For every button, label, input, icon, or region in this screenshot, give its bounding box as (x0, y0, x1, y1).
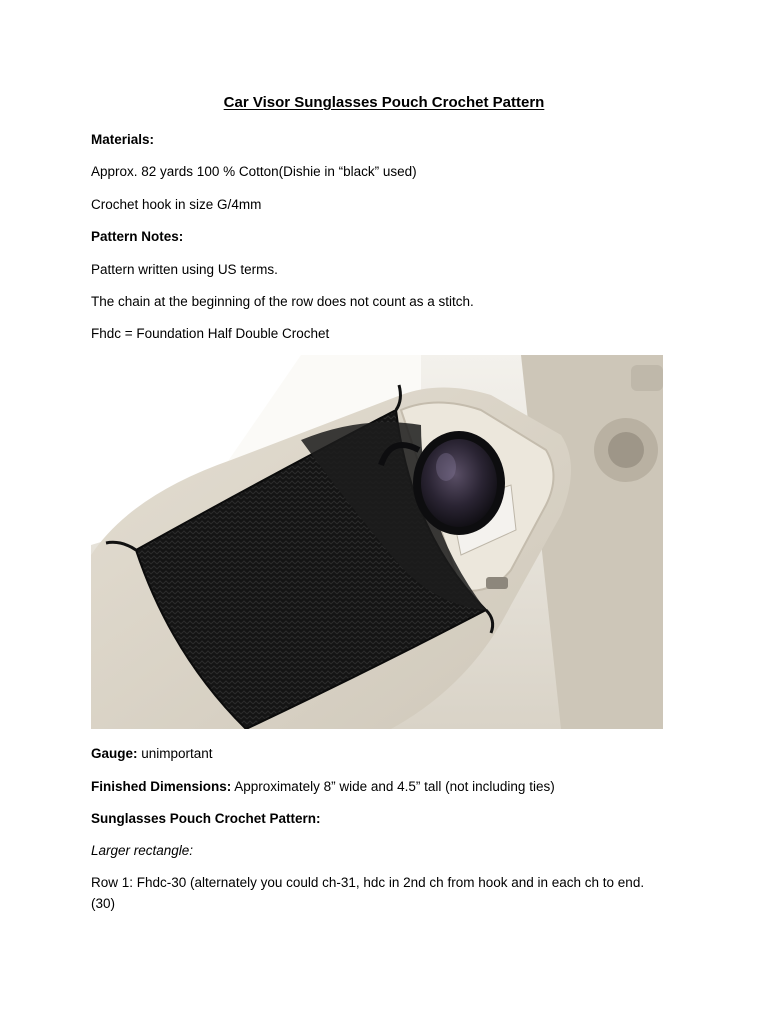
pattern-note-chain: The chain at the beginning of the row does not count as a stitch. (91, 294, 474, 309)
gauge-label: Gauge: (91, 746, 138, 761)
pattern-note-terms: Pattern written using US terms. (91, 262, 278, 277)
materials-heading: Materials: (91, 132, 155, 147)
dimensions-line (91, 778, 555, 795)
larger-rectangle-subheading: Larger rectangle: (91, 843, 194, 858)
pattern-note-fhdc: Fhdc = Foundation Half Double Crochet (91, 326, 330, 341)
gauge-value: unimportant (137, 746, 213, 761)
pattern-notes-heading: Pattern Notes: (91, 229, 184, 244)
pouch-photo (91, 355, 663, 729)
pattern-heading: Sunglasses Pouch Crochet Pattern: (91, 811, 321, 826)
materials-item-yarn: Approx. 82 yards 100 % Cotton(Dishie in “black” used) (91, 164, 417, 179)
gauge-line (91, 745, 213, 762)
document-title: Car Visor Sunglasses Pouch Crochet Pattern (223, 94, 545, 111)
dimensions-value: Approximately 8” wide and 4.5” tall (not including ties) (231, 779, 555, 794)
row-1-instruction: Row 1: Fhdc-30 (alternately you could ch-31, hdc in 2nd ch from hook and in each ch to end. (30) (91, 875, 645, 911)
materials-item-hook: Crochet hook in size G/4mm (91, 197, 262, 212)
dimensions-label: Finished Dimensions: (91, 779, 232, 794)
